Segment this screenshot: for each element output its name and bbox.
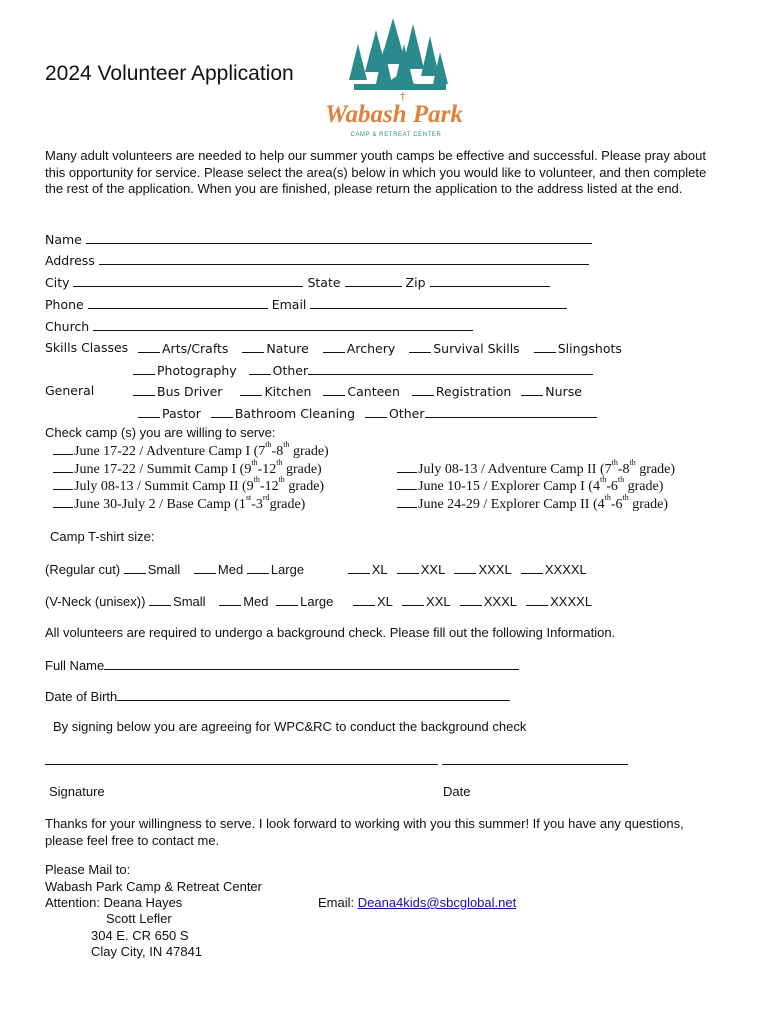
skills-other-field[interactable] bbox=[308, 362, 593, 375]
tshirt-heading: Camp T-shirt size: bbox=[50, 529, 155, 544]
skills-label: Skills Classes bbox=[45, 340, 129, 355]
camp-right-1: July 08-13 / Adventure Camp II (7th-8th grade) bbox=[397, 460, 675, 478]
city-label: City bbox=[45, 275, 70, 290]
option-slingshots: Slingshots bbox=[557, 341, 622, 356]
church-row bbox=[45, 318, 473, 334]
camps-heading: Check camp (s) you are willing to serve: bbox=[45, 425, 276, 440]
signature-label: Signature bbox=[49, 784, 105, 799]
state-field[interactable] bbox=[345, 274, 402, 287]
general-other-field[interactable] bbox=[425, 405, 597, 418]
general-label: General bbox=[45, 383, 95, 398]
checkbox-archery[interactable] bbox=[323, 340, 345, 353]
checkbox-camp-left-4[interactable] bbox=[53, 495, 73, 508]
checkbox-bathroom-cleaning[interactable] bbox=[211, 405, 233, 418]
option-bus-driver: Bus Driver bbox=[157, 384, 223, 399]
checkbox-camp-right-1[interactable] bbox=[397, 460, 417, 473]
checkbox-nurse[interactable] bbox=[521, 383, 543, 396]
dob-label: Date of Birth bbox=[45, 689, 118, 704]
thanks-paragraph: Thanks for your willingness to serve. I look forward to working with you this summer! If you have any questions, please feel free to contact me. bbox=[45, 816, 684, 848]
checkbox-arts-crafts[interactable] bbox=[138, 340, 160, 353]
checkbox-vneck-med[interactable] bbox=[219, 593, 241, 606]
option-skills-other: Other bbox=[272, 363, 309, 378]
checkbox-camp-left-1[interactable] bbox=[53, 442, 73, 455]
phone-label: Phone bbox=[45, 297, 84, 312]
checkbox-nature[interactable] bbox=[242, 340, 264, 353]
checkbox-canteen[interactable] bbox=[323, 383, 345, 396]
checkbox-registration[interactable] bbox=[412, 383, 434, 396]
general-row-2 bbox=[138, 405, 597, 421]
checkbox-vneck-xxxxl[interactable] bbox=[526, 593, 548, 606]
mail-attention: Attention: Deana Hayes bbox=[45, 895, 183, 910]
address-label: Address bbox=[45, 253, 95, 268]
svg-text:†: † bbox=[400, 90, 406, 103]
option-registration: Registration bbox=[435, 384, 512, 399]
option-pastor: Pastor bbox=[162, 406, 201, 421]
camp-right-2: June 10-15 / Explorer Camp I (4th-6th grade) bbox=[397, 477, 663, 495]
checkbox-vneck-xl[interactable] bbox=[353, 593, 375, 606]
full-name-field[interactable] bbox=[104, 657, 519, 670]
option-arts-crafts: Arts/Crafts bbox=[162, 341, 229, 356]
email-field[interactable] bbox=[310, 296, 567, 309]
logo-wordmark: Wabash Park bbox=[325, 101, 463, 128]
option-bathroom-cleaning: Bathroom Cleaning bbox=[234, 406, 356, 421]
zip-field[interactable] bbox=[430, 274, 550, 287]
checkbox-photography[interactable] bbox=[133, 362, 155, 375]
contact-email-label: Email: bbox=[318, 895, 355, 910]
address-row bbox=[45, 252, 589, 268]
camp-right-3: June 24-29 / Explorer Camp II (4th-6th grade) bbox=[397, 495, 668, 513]
checkbox-pastor[interactable] bbox=[138, 405, 160, 418]
tree-logo-icon bbox=[318, 14, 470, 140]
name-field[interactable] bbox=[86, 231, 592, 244]
checkbox-survival-skills[interactable] bbox=[409, 340, 431, 353]
checkbox-kitchen[interactable] bbox=[240, 383, 262, 396]
regular-cut-label: (Regular cut) bbox=[45, 562, 121, 577]
checkbox-slingshots[interactable] bbox=[534, 340, 556, 353]
full-name-label: Full Name bbox=[45, 658, 105, 673]
checkbox-general-other[interactable] bbox=[365, 405, 387, 418]
mail-heading: Please Mail to: bbox=[45, 862, 131, 877]
contact-email-row bbox=[318, 895, 516, 910]
general-row-1 bbox=[133, 383, 582, 399]
tshirt-regular-row: (Regular cut) Small Med Large XL XXL XXXL XXXXL bbox=[45, 562, 587, 577]
tshirt-vneck-row: (V-Neck (unisex)) Small Med Large XL XXL XXXL XXXXL bbox=[45, 594, 593, 609]
mail-org: Wabash Park Camp & Retreat Center bbox=[45, 879, 262, 894]
camp-left-2: June 17-22 / Summit Camp I (9th-12th grade) bbox=[53, 460, 322, 478]
wabash-park-logo bbox=[318, 14, 470, 140]
checkbox-vneck-large[interactable] bbox=[276, 593, 298, 606]
name-row bbox=[45, 231, 592, 247]
option-nurse: Nurse bbox=[545, 384, 582, 399]
signature-field[interactable] bbox=[45, 752, 438, 765]
checkbox-vneck-xxxl[interactable] bbox=[460, 593, 482, 606]
church-field[interactable] bbox=[93, 318, 473, 331]
zip-label: Zip bbox=[405, 275, 426, 290]
checkbox-vneck-small[interactable] bbox=[149, 593, 171, 606]
dob-field[interactable] bbox=[117, 688, 510, 701]
background-notice: All volunteers are required to undergo a background check. Please fill out the following Information. bbox=[45, 625, 616, 640]
full-name-row bbox=[45, 657, 519, 673]
option-kitchen: Kitchen bbox=[264, 384, 312, 399]
checkbox-regular-small[interactable] bbox=[124, 561, 146, 574]
skills-row-1 bbox=[138, 340, 622, 356]
mail-city: Clay City, IN 47841 bbox=[91, 944, 203, 959]
city-row bbox=[45, 274, 550, 290]
mail-street: 304 E. CR 650 S bbox=[91, 928, 189, 943]
option-general-other: Other bbox=[389, 406, 425, 421]
camp-left-3: July 08-13 / Summit Camp II (9th-12th grade) bbox=[53, 477, 324, 495]
name-label: Name bbox=[45, 232, 82, 247]
dob-row bbox=[45, 688, 510, 704]
option-archery: Archery bbox=[346, 341, 396, 356]
background-agree: By signing below you are agreeing for WPC&RC to conduct the background check bbox=[53, 719, 527, 734]
phone-field[interactable] bbox=[88, 296, 268, 309]
checkbox-skills-other[interactable] bbox=[249, 362, 271, 375]
checkbox-camp-left-2[interactable] bbox=[53, 460, 73, 473]
vneck-label: (V-Neck (unisex)) bbox=[45, 594, 146, 609]
email-label: Email bbox=[271, 297, 307, 312]
checkbox-vneck-xxl[interactable] bbox=[402, 593, 424, 606]
camp-left-4: June 30-July 2 / Base Camp (1st-3rdgrade) bbox=[53, 495, 305, 513]
checkbox-regular-xxl[interactable] bbox=[397, 561, 419, 574]
church-label: Church bbox=[45, 319, 90, 334]
camp-left-1: June 17-22 / Adventure Camp I (7th-8th grade) bbox=[53, 442, 329, 460]
intro-paragraph: Many adult volunteers are needed to help our summer youth camps be effective and successful. Please pray about this opportunity for service. Please select the area(s) below in which you would like to volunteer, and then complete the rest of the application. When you are finished, please return the application to the address listed at the end. bbox=[45, 148, 707, 196]
date-label: Date bbox=[443, 784, 471, 799]
date-field[interactable] bbox=[442, 752, 628, 765]
option-canteen: Canteen bbox=[347, 384, 400, 399]
address-field[interactable] bbox=[99, 252, 589, 265]
checkbox-regular-med[interactable] bbox=[194, 561, 216, 574]
option-photography: Photography bbox=[157, 363, 237, 378]
checkbox-regular-xxxl[interactable] bbox=[454, 561, 476, 574]
checkbox-bus-driver[interactable] bbox=[133, 383, 155, 396]
city-field[interactable] bbox=[73, 274, 303, 287]
mail-name2: Scott Lefler bbox=[106, 911, 172, 926]
checkbox-regular-xxxxl[interactable] bbox=[521, 561, 543, 574]
option-survival-skills: Survival Skills bbox=[433, 341, 520, 356]
checkbox-regular-xl[interactable] bbox=[348, 561, 370, 574]
skills-row-2 bbox=[133, 362, 593, 378]
contact-email-link[interactable]: Deana4kids@sbcglobal.net bbox=[357, 895, 517, 910]
checkbox-camp-right-3[interactable] bbox=[397, 495, 417, 508]
state-label: State bbox=[307, 275, 341, 290]
checkbox-camp-right-2[interactable] bbox=[397, 477, 417, 490]
checkbox-camp-left-3[interactable] bbox=[53, 477, 73, 490]
page-title: 2024 Volunteer Application bbox=[45, 62, 294, 85]
option-nature: Nature bbox=[266, 341, 309, 356]
checkbox-regular-large[interactable] bbox=[247, 561, 269, 574]
phone-row bbox=[45, 296, 567, 312]
logo-subtitle: CAMP & RETREAT CENTER bbox=[350, 132, 442, 138]
